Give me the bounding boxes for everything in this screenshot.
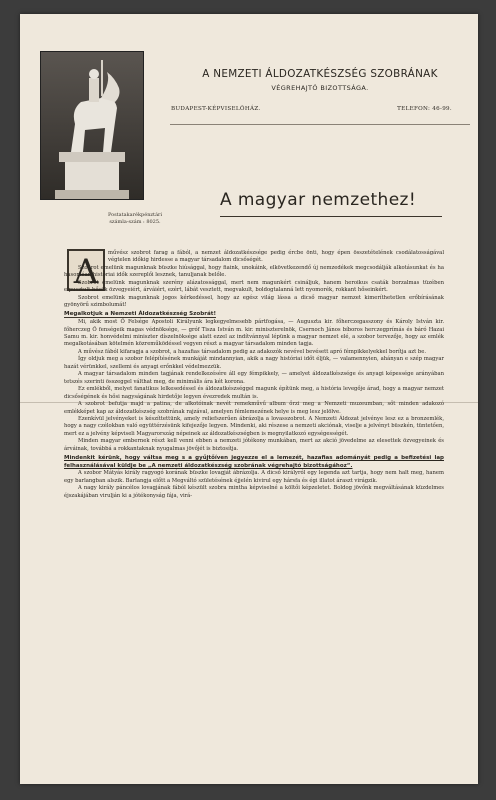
paragraph: Minden magyar embernek részt kell venni ebben a nemzeti jótékony munkában, mert az akció jövedelme az elesettek özvegyeinek és árváinak, továbbá a rokkantaknak nyugalmas jövőjét is biztosítja. <box>64 438 444 452</box>
paragraph: A szobrot befutja majd a patina, de alkotóinak nevét remekművű album őrzi meg a Nemzeti muzeumban, sőt minden adakozó emlékképet kap az áldozatkészség szobrának rajzával, amelyen fémlemezének helye is meg lesz jelölve. <box>64 401 444 415</box>
paragraph: Szobrot emelünk magunknak jogos kérkedéssel, hogy az egész világ lássa a dicső magyar nemzet kimeríthetetlen erőbírásának gyönyörű szimbolumát! <box>64 294 444 309</box>
paragraph: Ez emlékből, melyet fanatikus lelkesedéssel és áldozatkészséggel magunk építünk meg, a história levegője árad, hogy a magyar nemzet dicsőségének és hősi nagyságának hirdetője legyen évezredek multán is. <box>64 386 444 400</box>
paragraph: Szobrot emelünk magunknak szerény alázatossággal, mert nem magunkért csináljuk, hanem heroikus csaták borzalmas tüzében elpusztult hősök özvegyeiért, árváiért, ezért, lábát vesztett, megvakult, boldogtalanná lett nyomorék, rokkant hőseinkért. <box>64 279 444 294</box>
paragraph: Szobrot emelünk magunknak büszke hiúsággal, hogy fiaink, unokáink, elkövetkezendő új nemzedékek megcsodálják alkotásunkat és ha hasonlóan históriai idők szereplői lesznek, tanuljanak belőle. <box>64 264 444 279</box>
header-divider <box>170 124 470 125</box>
headline-underline <box>220 216 442 217</box>
paragraph: művész szobrot farag a fából, a nemzet áldozatkészsége pedig ércbe önti, hogy épen összetételének csodálatosságával végtelen időkig hirdesse a magyar társadalom dicsőségét. <box>108 250 444 264</box>
headline: A magyar nemzethez! <box>220 190 417 210</box>
paragraph: A magyar társadalom minden tagjának rendelkezésére áll egy fémpikkely, — amelyet áldozatkészsége és anyagi képessége arányában tetszés szerinti összeggel válthat meg, de minimális ára két korona. <box>64 371 444 385</box>
drop-cap: A <box>67 249 105 291</box>
paragraph: Mi, akik most Ő Felsége Apostoli Királyunk legkegyelmesebb pártfogása, — Auguszta kir. főherczegasszony és Károly István kir. főherczeg Ő fenségeik magas védnöksége, — gróf Tisza István m. kir. miniszterelnök, Csernoch János bíboros herczegprímás és báró Hazai Samu m. kir. honvédelmi miniszter díszelnöksége alatt ezzel az indítvánnyal lépünk a magyar nemzet elé, a szobor tervezője, hogy az emlék megalkotásában kötelmén közreműködéssel vegyen részt a magyar társadalom minden tagja. <box>64 319 444 348</box>
paragraph: Ezenkívül jelvényeket is készíttettünk, amely reliefszerűen ábrázolja a lovasszobrot. A Nemzeti Áldozat jelvénye lesz ez a bronzemlék, hogy a nagy czélokban való együttérzésünk kifejezője legyen. Mindenki, aki részese a nemzeti akciónak, viselje a jelvényt büszkén, tüntetően, mert ez a jelvény képviseli Magyarország népeinek az áldozatkészségben is megnyilatkozó egységességét. <box>64 415 444 437</box>
telephone: TELEFON: 46-99. <box>397 106 452 112</box>
paragraph: A művész fából kifaragja a szobrot, a hazafias társadalom pedig az adakozók nevével bevésett apró fémpikkelyekkel borítja azt be. <box>78 348 427 355</box>
paragraph: A szobor Mátyás király ragyogó korának büszke lovagját ábrázolja. A dicső királyról egy legenda azt tartja, hogy nem halt meg, hanem egy barlangban alszik. Barlangja előtt a Megváltó születésének éjjelén kivirul egy hársfa és égi illatot áraszt virágzik. <box>64 470 444 484</box>
address: BUDAPEST-KÉPVISELŐHÁZ. <box>171 106 261 112</box>
letter-body <box>64 250 444 500</box>
letter-sheet <box>20 14 478 784</box>
paper-fold <box>20 402 478 403</box>
section-heading <box>64 311 444 318</box>
section-heading-text: Megalkotjuk a Nemzeti Áldozatkészség Szobrát! <box>64 310 217 317</box>
photo-caption: Postatakarékpénztári számla-szám : 8025. <box>107 212 163 225</box>
appeal-paragraph <box>64 455 444 470</box>
appeal-text: Mindenkit kérünk, hogy váltsa meg s a gyűjtőíven jegyezze el a lemezét, hazafias adományát pedig a befizetési lap felhasználásával küldje be „A nemzeti áldozatkészség szobrának végrehajtó bizottságához“. <box>64 455 444 469</box>
paragraph: A nagy király páncélos lovagjának fából készült szobra mintha képviselné a költői képzeletet. Boldog jövőnk megváltásának küzdelmes éjszakájában virulján ki a jótékonyság fája, virá- <box>64 485 444 499</box>
statue-photo <box>40 51 163 225</box>
org-subtitle: VÉGREHAJTÓ BIZOTTSÁGA. <box>271 84 369 92</box>
paragraph: Így oldjuk meg a szobor felépítésének munkáját mindannyian, akik a nagy históriai időt éljük, — valamennyien, ahányan e szép magyar hazát vérünkkel, szellemi és anyagi erőnkkel védelmezzük. <box>64 356 444 370</box>
org-title: A NEMZETI ÁLDOZATKÉSZSÉG SZOBRÁNAK <box>202 68 438 80</box>
knight-statue-icon <box>41 52 143 199</box>
